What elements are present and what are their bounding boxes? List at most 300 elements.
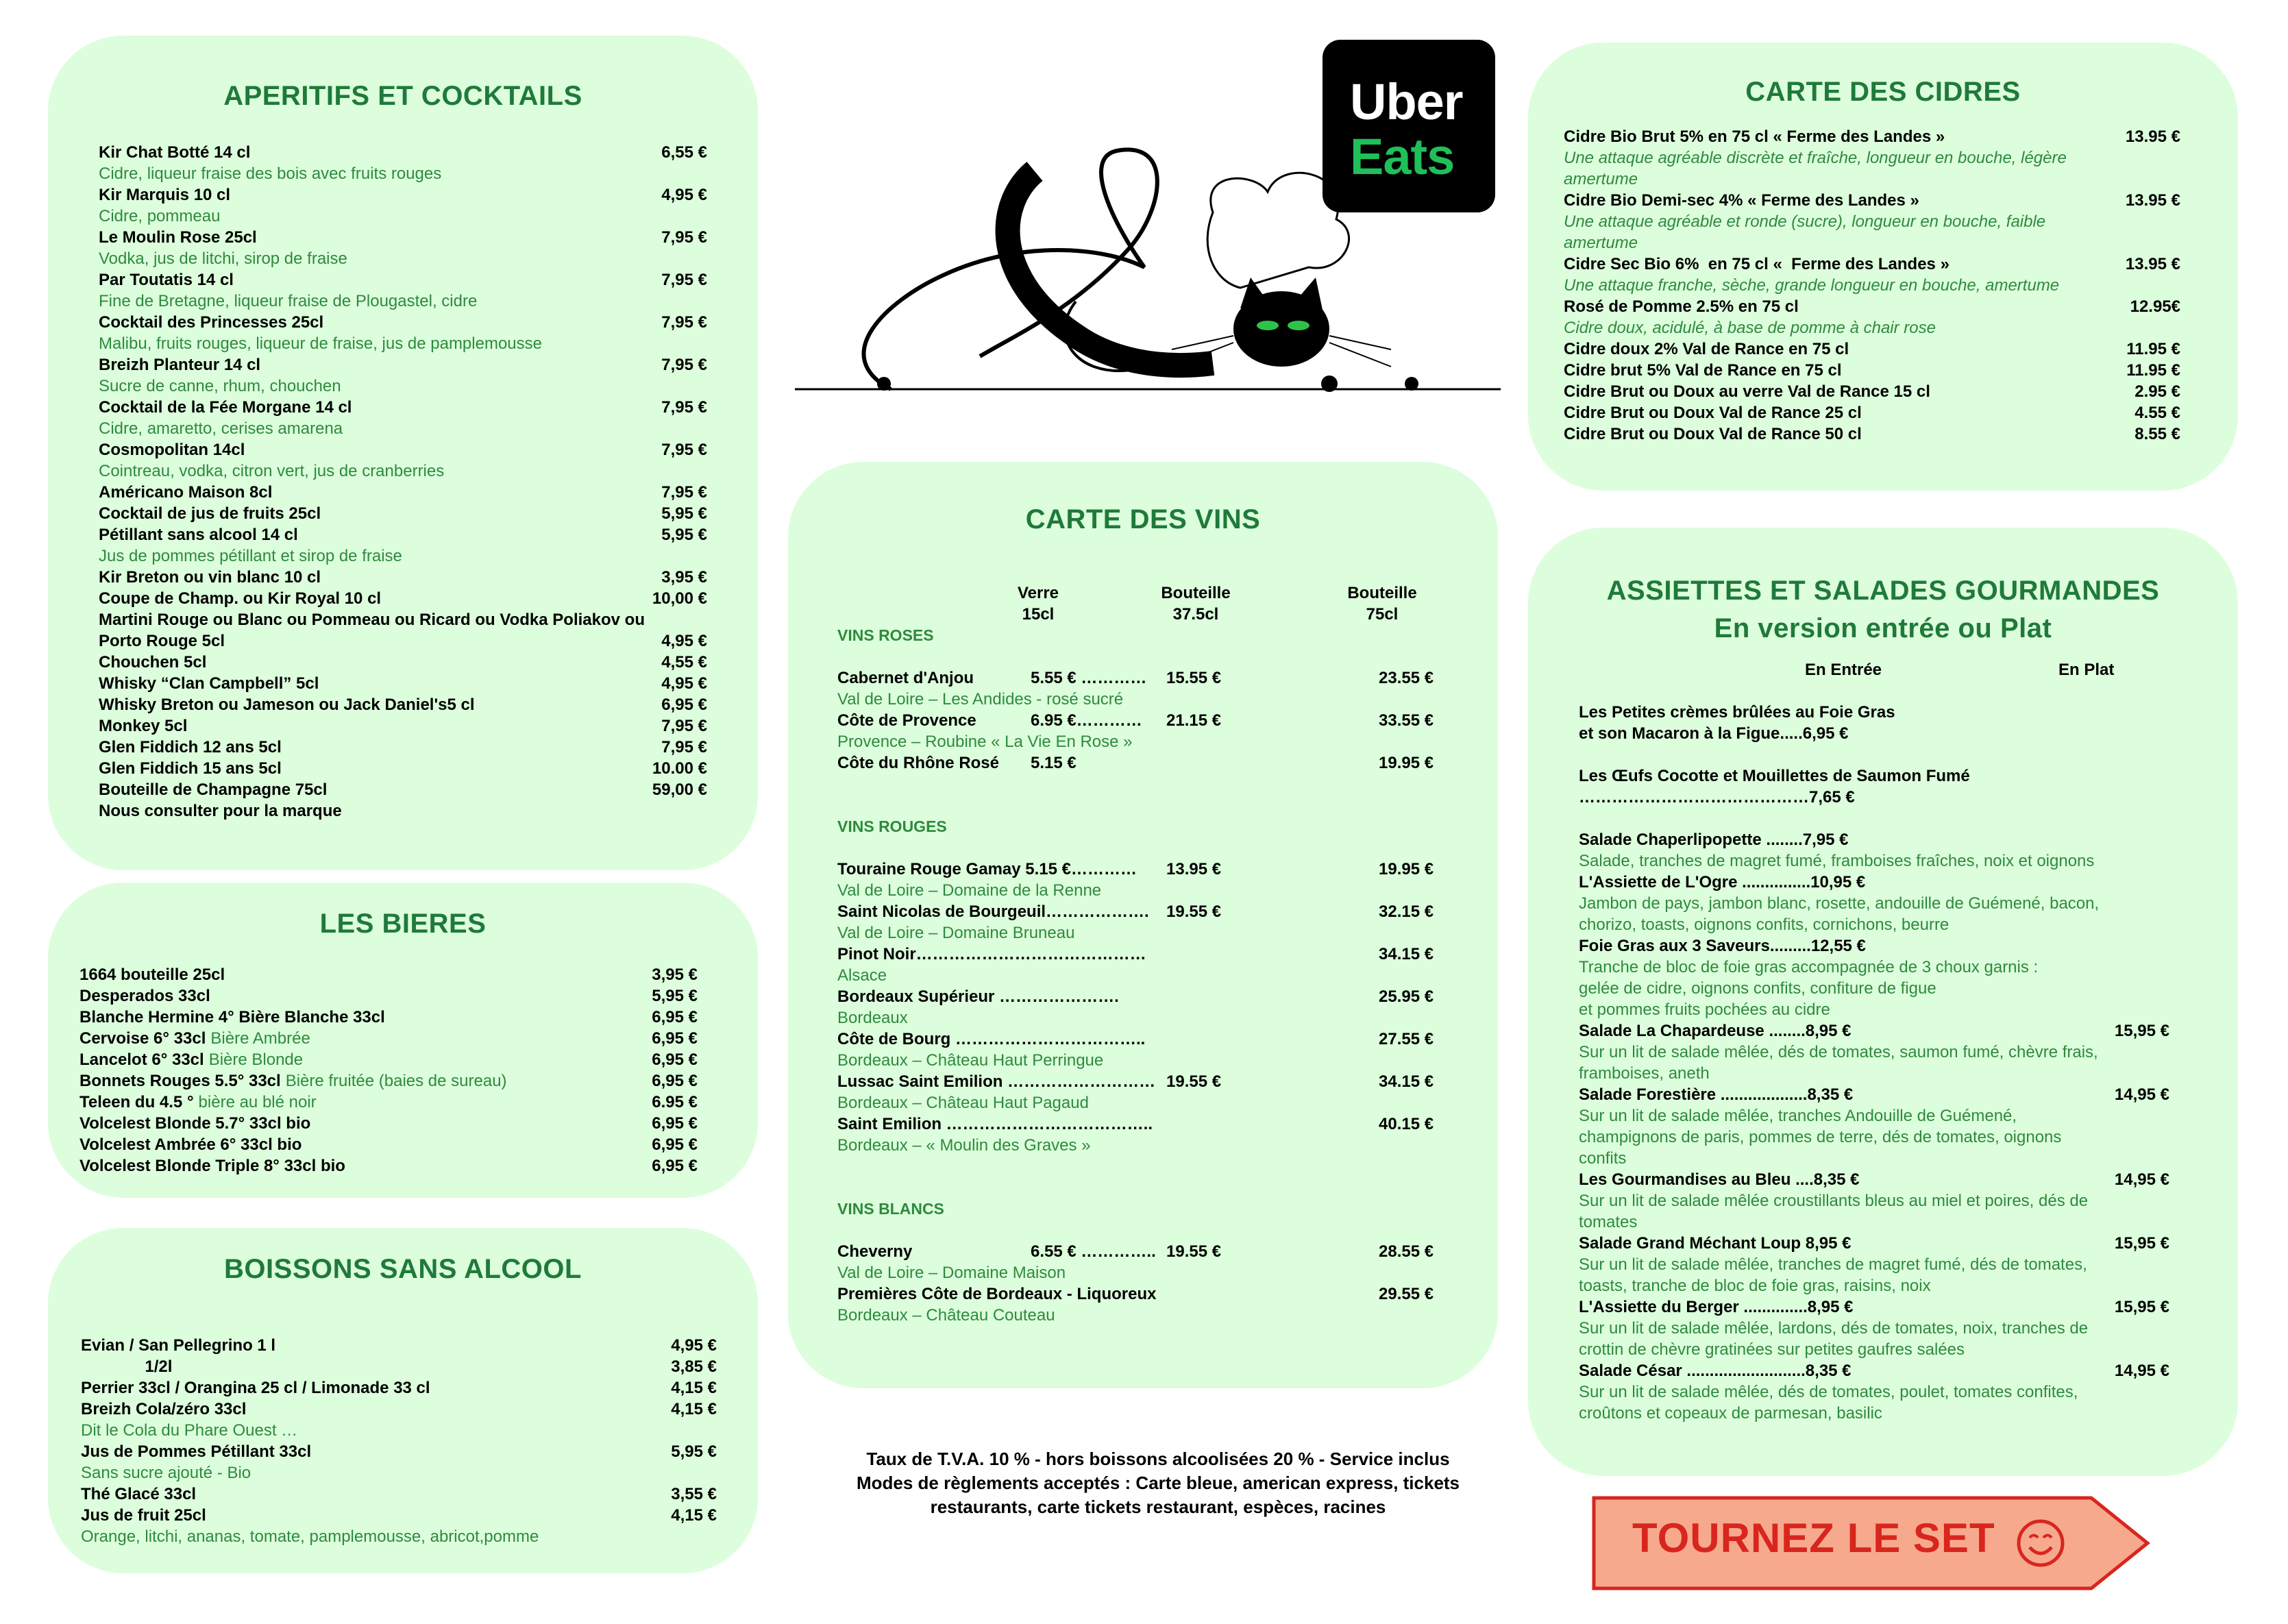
menu-line (1564, 381, 2180, 402)
item-price: 5,95 € (671, 1442, 717, 1461)
item-name: Thé Glacé 33cl (81, 1485, 197, 1503)
item-name: Glen Fiddich 15 ans 5cl (99, 759, 282, 778)
item-price: 8.55 € (2135, 425, 2180, 443)
item-description: Jambon de pays, jambon blanc, rosette, andouille de Guémené, bacon, (1579, 894, 2100, 913)
wine-bottle-price: 34.15 € (1379, 945, 1434, 963)
item-name: Evian / San Pellegrino 1 l (81, 1336, 276, 1355)
item-price: 6,95 € (661, 696, 707, 714)
menu-line (1579, 935, 2169, 957)
spacer (837, 646, 1475, 667)
menu-line (99, 482, 707, 503)
wine-region: Bordeaux – « Moulin des Graves » (837, 1136, 1091, 1155)
item-name: Foie Gras aux 3 Saveurs.........12,55 € (1579, 937, 1866, 955)
menu-line (1579, 850, 2169, 872)
item-price: 7,95 € (661, 356, 707, 374)
item-name: Jus de Pommes Pétillant 33cl (81, 1442, 312, 1461)
wine-bottle-price: 28.55 € (1379, 1242, 1434, 1261)
menu-line (1579, 1020, 2169, 1042)
wine-half-price: 19.55 € (1166, 1072, 1222, 1091)
menu-line (81, 1441, 717, 1462)
menu-line (99, 248, 707, 269)
item-description: Sur un lit de salade mêlée, dés de tomates, poulet, tomates confites, (1579, 1383, 2078, 1401)
wine-row (837, 859, 1475, 880)
item-name: Breizh Cola/zéro 33cl (81, 1400, 247, 1418)
wine-region: Val de Loire – Domaine Bruneau (837, 924, 1075, 942)
item-price: 6,95 € (652, 1157, 698, 1175)
item-price: 6,95 € (652, 1050, 698, 1069)
item-name: 1664 bouteille 25cl (79, 965, 225, 984)
sans-alcool-panel (48, 1228, 758, 1573)
item-name: Whisky Breton ou Jameson ou Jack Daniel's5 cl (99, 696, 475, 714)
menu-line (99, 758, 707, 779)
wine-row (837, 1029, 1475, 1050)
menu-line (99, 354, 707, 376)
menu-line (1564, 190, 2180, 211)
item-price: 7,95 € (661, 441, 707, 459)
item-description: champignons de paris, pommes de terre, dés de tomates, oignons (1579, 1128, 2062, 1146)
wine-region: Val de Loire – Les Andides - rosé sucré (837, 690, 1124, 709)
wine-bottle-price: 40.15 € (1379, 1115, 1434, 1133)
menu-line (1579, 1211, 2169, 1233)
spacer (837, 1326, 1475, 1347)
menu-line (1579, 1042, 2169, 1063)
menu-line (1564, 232, 2180, 254)
item-description: crottin de chèvre gratinées sur petites gaufres salées (1579, 1340, 1965, 1359)
header-bouteille-size: 37.5cl (1172, 605, 1219, 624)
item-price: 5,95 € (661, 504, 707, 523)
item-name: Les Petites crèmes brûlées au Foie Gras (1579, 703, 1895, 722)
menu-line (79, 1092, 698, 1113)
menu-line (1579, 1318, 2169, 1339)
bieres-title: LES BIERES (319, 909, 487, 939)
item-price: 3,95 € (652, 965, 698, 984)
item-description: Cidre doux, acidulé, à base de pomme à chair rose (1564, 319, 1936, 337)
menu-line (99, 397, 707, 418)
menu-line (99, 376, 707, 397)
item-name: Cidre brut 5% Val de Rance en 75 cl (1564, 361, 1842, 380)
wine-row (837, 965, 1475, 986)
menu-line (79, 1134, 698, 1155)
item-price: 3,85 € (671, 1357, 717, 1376)
menu-line (1564, 211, 2180, 232)
menu-line (1564, 317, 2180, 339)
item-price: 6,55 € (661, 143, 707, 162)
wine-bottle-price: 34.15 € (1379, 1072, 1434, 1091)
menu-line (1579, 829, 2169, 850)
item-name: Volcelest Blonde Triple 8° 33cl bio (79, 1157, 345, 1175)
header-bouteille75-label: Bouteille (1347, 584, 1417, 602)
menu-line (99, 184, 707, 206)
wine-region: Bordeaux (837, 1009, 908, 1027)
wine-name: Premières Côte de Bordeaux - Liquoreux (837, 1285, 1157, 1303)
menu-line (99, 800, 707, 822)
item-price: 3,95 € (661, 568, 707, 587)
eats-text: Eats (1350, 128, 1455, 185)
item-description: Dit le Cola du Phare Ouest … (81, 1421, 298, 1440)
menu-line (1579, 957, 2169, 978)
menu-line (1579, 702, 2169, 723)
item-name: Kir Breton ou vin blanc 10 cl (99, 568, 321, 587)
menu-line (1564, 275, 2180, 296)
wine-region: Val de Loire – Domaine de la Renne (837, 881, 1102, 900)
menu-line (1579, 999, 2169, 1020)
wine-row (837, 880, 1475, 901)
menu-line (1579, 1233, 2169, 1254)
menu-line (99, 652, 707, 673)
menu-line (1564, 339, 2180, 360)
item-name: Jus de fruit 25cl (81, 1506, 206, 1525)
item-price: 7,95 € (661, 228, 707, 247)
menu-line (81, 1462, 717, 1484)
wine-region: Bordeaux – Château Haut Perringue (837, 1051, 1104, 1070)
vins-panel (788, 462, 1498, 1388)
item-description: Tranche de bloc de foie gras accompagnée de 3 choux garnis : (1579, 958, 2039, 976)
assiettes-subtitle: En version entrée ou Plat (1714, 613, 2052, 643)
menu-line (79, 964, 698, 985)
vins-header-bouteille-375 (1151, 582, 1240, 625)
menu-line (1564, 126, 2180, 147)
item-price: 13.95 € (2125, 191, 2180, 210)
menu-line (99, 206, 707, 227)
menu-line (99, 227, 707, 248)
item-description: amertume (1564, 234, 1638, 252)
assiettes-title: ASSIETTES ET SALADES GOURMANDES (1606, 576, 2160, 606)
menu-line (1579, 723, 2169, 744)
item-name: Porto Rouge 5cl (99, 632, 225, 650)
item-name: ……………………………………7,65 € (1579, 788, 1855, 807)
menu-line (99, 588, 707, 609)
item-price: 4,95 € (661, 674, 707, 693)
bieres-panel (48, 883, 758, 1198)
spacer (837, 837, 1475, 859)
menu-line (99, 333, 707, 354)
wine-row (837, 731, 1475, 752)
item-price: 2.95 € (2135, 382, 2180, 401)
wine-half-price: 19.55 € (1166, 1242, 1222, 1261)
menu-line (1579, 1296, 2169, 1318)
item-price: 4,15 € (671, 1506, 717, 1525)
item-price: 13.95 € (2125, 255, 2180, 273)
item-name: Cosmopolitan 14cl (99, 441, 245, 459)
wine-half-price: 19.55 € (1166, 902, 1222, 921)
menu-line (1579, 893, 2169, 914)
item-price: 14,95 € (2114, 1170, 2169, 1189)
spacer (837, 1156, 1475, 1177)
aperitifs-panel (48, 36, 758, 870)
tva-notice (788, 1447, 1528, 1519)
wine-glass-price: 5.15 € (1031, 754, 1077, 772)
menu-line (1579, 1084, 2169, 1105)
item-name: Lancelot 6° 33cl (79, 1050, 204, 1069)
item-price: 7,95 € (661, 738, 707, 756)
tva-line-3: restaurants, carte tickets restaurant, espèces, racines (930, 1497, 1386, 1517)
item-description: Une attaque agréable et ronde (sucre), longueur en bouche, faible (1564, 212, 2046, 231)
spacer (837, 1347, 1475, 1368)
header-verre-label: Verre (1017, 584, 1059, 602)
item-name: Whisky “Clan Campbell” 5cl (99, 674, 319, 693)
vins-list (837, 625, 1475, 1368)
tournez-le-set-banner (1591, 1495, 2153, 1591)
menu-line (1564, 296, 2180, 317)
wine-row (837, 710, 1475, 731)
item-price: 4,95 € (671, 1336, 717, 1355)
item-price: 4,15 € (671, 1400, 717, 1418)
menu-line (99, 524, 707, 545)
menu-line (1579, 978, 2169, 999)
item-name: Kir Marquis 10 cl (99, 186, 231, 204)
menu-line (99, 142, 707, 163)
header-bouteille75-size: 75cl (1366, 605, 1399, 624)
item-description: Une attaque franche, sèche, grande longueur en bouche, amertume (1564, 276, 2060, 295)
wine-glass-price: 6.55 € ………….. (1031, 1242, 1156, 1261)
item-name: Bouteille de Champagne 75cl (99, 780, 328, 799)
item-description: Sur un lit de salade mêlée, tranches Andouille de Guémené, (1579, 1107, 2017, 1125)
menu-line (1579, 1105, 2169, 1127)
item-price: 11.95 € (2126, 361, 2180, 380)
header-verre-size: 15cl (1022, 605, 1055, 624)
wine-section-label: VINS BLANCS (837, 1200, 944, 1218)
item-description: Sucre de canne, rhum, chouchen (99, 377, 341, 395)
wine-bottle-price: 33.55 € (1379, 711, 1434, 730)
vins-header-verre (1007, 582, 1069, 625)
item-price: 15,95 € (2114, 1022, 2169, 1040)
menu-line (99, 503, 707, 524)
item-price: 12.95€ (2130, 297, 2180, 316)
item-name: Les Œufs Cocotte et Mouillettes de Saumon Fumé (1579, 767, 1970, 785)
item-price: 11.95 € (2126, 340, 2180, 358)
wine-half-price: 15.55 € (1166, 669, 1222, 687)
item-description: Cidre, liqueur fraise des bois avec fruits rouges (99, 164, 442, 183)
wine-name: Côte de Bourg …………………………….. (837, 1030, 1146, 1048)
wine-region: Bordeaux – Château Haut Pagaud (837, 1094, 1089, 1112)
menu-line (99, 567, 707, 588)
item-name: Américano Maison 8cl (99, 483, 273, 502)
item-name: Cidre Bio Brut 5% en 75 cl « Ferme des Landes » (1564, 127, 1945, 146)
menu-line (99, 737, 707, 758)
item-description: croûtons et copeaux de parmesan, basilic (1579, 1404, 1882, 1423)
sans-alcool-title: BOISSONS SANS ALCOOL (224, 1254, 582, 1284)
spacer (837, 795, 1475, 816)
item-price: 6,95 € (652, 1114, 698, 1133)
menu-line (1579, 1339, 2169, 1360)
wine-row (837, 1305, 1475, 1326)
item-name: Volcelest Blonde 5.7° 33cl bio (79, 1114, 311, 1133)
item-description: Fine de Bretagne, liqueur fraise de Plougastel, cidre (99, 292, 478, 310)
item-name: Breizh Planteur 14 cl (99, 356, 261, 374)
menu-line (81, 1356, 717, 1377)
menu-line (1579, 787, 2169, 808)
aperitifs-list (99, 142, 707, 822)
item-name: Salade Grand Méchant Loup 8,95 € (1579, 1234, 1852, 1253)
menu-line (99, 673, 707, 694)
wine-bottle-price: 19.95 € (1379, 754, 1434, 772)
menu-line (99, 418, 707, 439)
menu-line (81, 1420, 717, 1441)
menu-line (99, 779, 707, 800)
item-description: Sans sucre ajouté - Bio (81, 1464, 251, 1482)
item-name: Cidre Bio Demi-sec 4% « Ferme des Landes » (1564, 191, 1919, 210)
item-price: 4,15 € (671, 1379, 717, 1397)
item-price: 6,95 € (652, 1072, 698, 1090)
menu-line (81, 1335, 717, 1356)
item-price: 10.00 € (652, 759, 707, 778)
tva-line-2: Modes de règlements acceptés : Carte bleue, american express, tickets (856, 1473, 1460, 1493)
wine-section-label: VINS ROSES (837, 626, 934, 644)
wine-row (837, 986, 1475, 1007)
wine-row (837, 1241, 1475, 1262)
item-subtitle: Bière fruitée (baies de sureau) (285, 1072, 507, 1090)
wine-region: Bordeaux – Château Couteau (837, 1306, 1055, 1325)
aperitifs-title: APERITIFS ET COCKTAILS (223, 81, 582, 111)
wine-region: Provence – Roubine « La Vie En Rose » (837, 733, 1133, 751)
tva-line-1: Taux de T.V.A. 10 % - hors boissons alcoolisées 20 % - Service inclus (866, 1449, 1450, 1469)
item-name: Perrier 33cl / Orangina 25 cl / Limonade 33 cl (81, 1379, 430, 1397)
wine-bottle-price: 32.15 € (1379, 902, 1434, 921)
menu-line (1564, 169, 2180, 190)
spacer (837, 774, 1475, 795)
item-price: 7,95 € (661, 313, 707, 332)
item-name: Les Gourmandises au Bleu ....8,35 € (1579, 1170, 1860, 1189)
item-name: Par Toutatis 14 cl (99, 271, 234, 289)
menu-line (99, 694, 707, 715)
item-price: 14,95 € (2114, 1085, 2169, 1104)
item-price: 5,95 € (652, 987, 698, 1005)
assiettes-panel (1528, 528, 2238, 1476)
menu-line (1579, 872, 2169, 893)
header-bouteille-label: Bouteille (1161, 584, 1231, 602)
wine-name: Côte du Rhône Rosé (837, 754, 1000, 772)
menu-line (99, 439, 707, 460)
item-name: Salade Forestière ...................8,35 € (1579, 1085, 1854, 1104)
item-price: 4,95 € (661, 186, 707, 204)
wine-name: Saint Nicolas de Bourgeuil………………. (837, 902, 1149, 921)
menu-line (1579, 1403, 2169, 1424)
item-name: Salade César ..........................8,35 € (1579, 1362, 1852, 1380)
item-price: 6,95 € (652, 1029, 698, 1048)
wine-row (837, 1135, 1475, 1156)
item-description: chorizo, toasts, oignons confits, cornichons, beurre (1579, 915, 1949, 934)
wine-name: Cabernet d'Anjou (837, 669, 974, 687)
item-description: amertume (1564, 170, 1638, 188)
item-name: Salade Chaperlipopette ........7,95 € (1579, 831, 1849, 849)
cidres-list (1564, 126, 2180, 445)
menu-line (1564, 360, 2180, 381)
item-name: Cidre Sec Bio 6% en 75 cl « Ferme des Landes » (1564, 255, 1949, 273)
item-price: 7,95 € (661, 271, 707, 289)
menu-line (1564, 147, 2180, 169)
item-name: Rosé de Pomme 2.5% en 75 cl (1564, 297, 1799, 316)
menu-line (81, 1399, 717, 1420)
item-price: 6.95 € (652, 1093, 698, 1111)
item-name: Kir Chat Botté 14 cl (99, 143, 251, 162)
item-price: 15,95 € (2114, 1234, 2169, 1253)
wine-row (837, 922, 1475, 944)
vins-header-bouteille-75 (1338, 582, 1427, 625)
wine-row (837, 689, 1475, 710)
item-description: Cointreau, vodka, citron vert, jus de cranberries (99, 462, 445, 480)
wine-row (837, 1114, 1475, 1135)
item-name: Bonnets Rouges 5.5° 33cl (79, 1072, 281, 1090)
wine-region: Alsace (837, 966, 887, 985)
wine-row (837, 1092, 1475, 1114)
wine-bottle-price: 19.95 € (1379, 860, 1434, 878)
item-name: Chouchen 5cl (99, 653, 207, 672)
item-name: Monkey 5cl (99, 717, 188, 735)
menu-line (1579, 808, 2169, 829)
item-name: Cocktail de la Fée Morgane 14 cl (99, 398, 352, 417)
item-price: 7,95 € (661, 717, 707, 735)
menu-line (1579, 744, 2169, 765)
menu-line (99, 163, 707, 184)
tournez-label: TOURNEZ LE SET (1632, 1515, 1995, 1561)
item-subtitle: Bière Blonde (208, 1050, 304, 1069)
item-name: Salade La Chapardeuse ........8,95 € (1579, 1022, 1852, 1040)
item-description: toasts, tranche de bloc de foie gras, raisins, noix (1579, 1277, 1931, 1295)
wine-name: Cheverny (837, 1242, 913, 1261)
item-description: Orange, litchi, ananas, tomate, pamplemousse, abricot,pomme (81, 1527, 539, 1546)
item-name: Glen Fiddich 12 ans 5cl (99, 738, 282, 756)
smiley-icon (2016, 1518, 2065, 1568)
menu-line (1564, 402, 2180, 423)
menu-line (1579, 1254, 2169, 1275)
menu-line (1579, 1360, 2169, 1381)
item-name: Nous consulter pour la marque (99, 802, 342, 820)
wine-row (837, 901, 1475, 922)
item-description: Malibu, fruits rouges, liqueur de fraise, jus de pamplemousse (99, 334, 542, 353)
menu-line (99, 545, 707, 567)
menu-line (99, 630, 707, 652)
item-price: 7,95 € (661, 483, 707, 502)
item-description: Cidre, amaretto, cerises amarena (99, 419, 343, 438)
menu-line (81, 1526, 717, 1547)
assiettes-list (1579, 702, 2169, 1424)
item-description: confits (1579, 1149, 1627, 1168)
wine-name: Touraine Rouge Gamay 5.15 €………… (837, 860, 1137, 878)
item-name: Cidre Brut ou Doux Val de Rance 50 cl (1564, 425, 1862, 443)
spacer (837, 1220, 1475, 1241)
menu-line (79, 985, 698, 1007)
wine-row (837, 944, 1475, 965)
item-price: 6,95 € (652, 1135, 698, 1154)
item-name: Teleen du 4.5 ° (79, 1093, 194, 1111)
menu-line (99, 609, 707, 630)
col-plat-label: En Plat (2058, 661, 2115, 679)
menu-line (1564, 254, 2180, 275)
item-name: Cocktail de jus de fruits 25cl (99, 504, 321, 523)
vins-title: CARTE DES VINS (1025, 504, 1261, 534)
item-description: Cidre, pommeau (99, 207, 221, 225)
menu-line (1579, 1190, 2169, 1211)
menu-line (79, 1049, 698, 1070)
item-description: Sur un lit de salade mêlée, dés de tomates, saumon fumé, chèvre frais, (1579, 1043, 2098, 1061)
menu-line (1579, 1148, 2169, 1169)
item-name: L'Assiette du Berger ..............8,95 € (1579, 1298, 1854, 1316)
item-subtitle: bière au blé noir (198, 1093, 317, 1111)
wine-bottle-price: 27.55 € (1379, 1030, 1434, 1048)
item-subtitle: Bière Ambrée (210, 1029, 310, 1048)
item-price: 3,55 € (671, 1485, 717, 1503)
menu-line (79, 1007, 698, 1028)
menu-line (81, 1505, 717, 1526)
item-name: Cidre Brut ou Doux Val de Rance 25 cl (1564, 404, 1862, 422)
menu-line (1579, 765, 2169, 787)
menu-line (99, 460, 707, 482)
item-price: 4.55 € (2135, 404, 2180, 422)
wine-row (837, 667, 1475, 689)
wine-row (837, 752, 1475, 774)
wine-row (837, 1007, 1475, 1029)
menu-line (1579, 1381, 2169, 1403)
